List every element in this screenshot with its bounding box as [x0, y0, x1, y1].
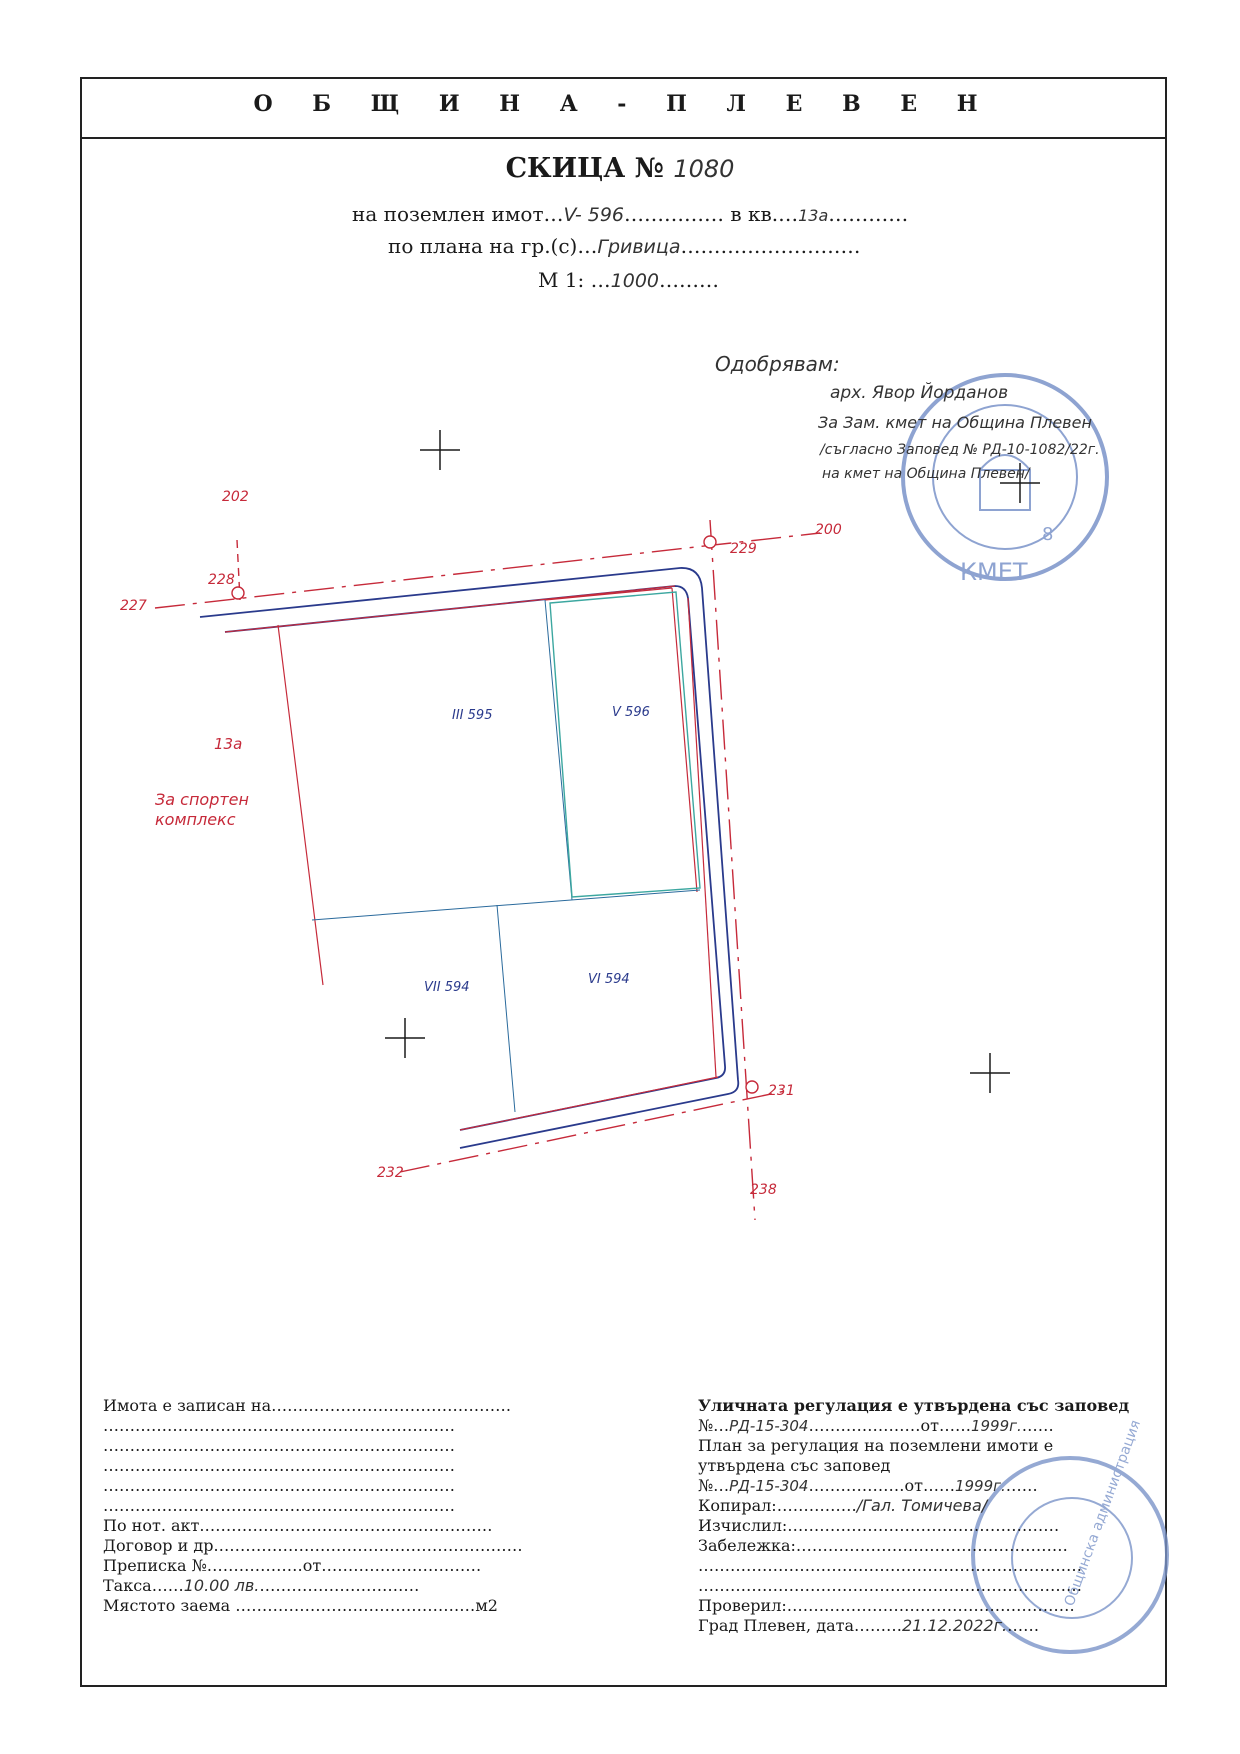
plan-label: по плана на гр.(с)	[388, 234, 578, 258]
plan-line: по плана на гр.(с)…Гривица………………………	[388, 234, 861, 258]
form-right: Уличната регулация е утвърдена със заповед №…РД-15-304…………………от……1999г.…… План за регулация на поземлени имоти е утвърдена със заповед №…РД-15-304………………от……1999г.…… Копирал:……………/Гал. Томичева/ Изчислил:…………………………………………… Забележка:…………………………………………… ……………………………………………………………… ……………………………………………………………… Проверил:……………………………………………… Град Плевен, дата………21.12.2022г.……	[698, 1396, 1130, 1635]
copied-label: Копирал:	[698, 1496, 777, 1515]
scale-value: 1000	[610, 270, 660, 292]
point-232: 232	[377, 1165, 404, 1181]
plan-value: Гривица	[597, 236, 681, 258]
approval-line-3: /съгласно Заповед № РД-10-1082/22г.	[820, 442, 1100, 458]
plan-reg-line-1: План за регулация на поземлени имоти е	[698, 1436, 1054, 1455]
order-no-2: РД-15-304	[729, 1477, 809, 1495]
street-reg-label: Уличната регулация е утвърдена със заповед	[698, 1396, 1130, 1415]
point-227: 227	[120, 598, 147, 614]
point-231: 231	[768, 1083, 795, 1099]
grid-crosses	[385, 430, 1040, 1093]
registered-to-label: Имота е записан на	[103, 1396, 272, 1415]
seal-digit: 8	[1042, 524, 1054, 545]
note-label: Забележка:	[698, 1536, 796, 1555]
city-date-label: Град Плевен, дата	[698, 1616, 854, 1635]
fee-label: Такса	[103, 1576, 152, 1595]
regulation-lines	[155, 520, 820, 1220]
lot-boundaries-red	[225, 586, 718, 1130]
checked-label: Проверил:	[698, 1596, 787, 1615]
street-boundary	[200, 568, 738, 1148]
point-238: 238	[750, 1182, 777, 1198]
sketch-title-prefix: СКИЦА №	[505, 153, 664, 184]
property-label: на поземлен имот	[352, 202, 544, 226]
lot-label-vii-594: VII 594	[424, 980, 470, 995]
sketch-number: 1080	[673, 155, 735, 183]
lot-v-outline	[550, 592, 700, 897]
calculated-label: Изчислил:	[698, 1516, 788, 1535]
scale-line: М 1: …1000………	[538, 268, 720, 292]
order-year-1: 1999г.	[970, 1417, 1022, 1435]
date-value: 21.12.2022г.	[902, 1616, 1008, 1635]
point-229: 229	[730, 541, 757, 557]
lot-label-vi-594: VI 594	[588, 972, 630, 987]
copied-value: /Гал. Томичева/	[856, 1496, 988, 1515]
seal-bottom-word: КМЕТ	[960, 558, 1028, 586]
approval-heading: Одобрявам:	[715, 352, 840, 376]
notary-act-label: По нот. акт.	[103, 1516, 205, 1535]
fee-value: 10.00 лв.	[183, 1576, 260, 1595]
purpose-note: За спортен комплекс	[155, 790, 249, 829]
approval-line-2: За Зам. кмет на Община Плевен	[818, 413, 1092, 432]
scale-label: М 1:	[538, 268, 585, 292]
point-200: 200	[815, 522, 842, 538]
contract-label: Договор и др.	[103, 1536, 219, 1555]
approval-line-1: арх. Явор Йорданов	[830, 383, 1009, 403]
lot-boundaries-blue	[312, 600, 700, 1112]
area-label: Мястото заема	[103, 1596, 231, 1615]
block-value: 13а	[798, 206, 829, 225]
point-228: 228	[208, 572, 235, 588]
lot-label-596: V 596	[612, 705, 650, 720]
order-year-2: 1999г.	[954, 1477, 1006, 1495]
point-202: 202	[222, 489, 249, 505]
municipality-header: О Б Щ И Н А - П Л Е В Е Н	[253, 91, 994, 117]
property-line: на поземлен имот…V- 596…………… в кв.…13а…………	[352, 202, 909, 226]
block-13a-label: 13а	[214, 735, 243, 753]
approval-line-4: на кмет на Община Плевен/	[822, 466, 1030, 482]
property-value: V- 596	[563, 204, 625, 226]
form-left: Имота е записан на……………………………………… ………………………………………………………… ………………………………………………………… ………………………………………………………… ………………………………………………………… ………………………………………………………… По нот. акт.……………………………………………… Договор и др.………………………………………………… Преписка №………………от………………………… Такса……10.00 лв.………………………… Мястото заема ………………………………………м2	[103, 1396, 523, 1615]
order-no-1: РД-15-304	[729, 1417, 809, 1435]
block-label: в кв.	[730, 202, 779, 226]
admin-seal-text: Общинска администрация	[1061, 1417, 1144, 1609]
lot-label-595: III 595	[452, 708, 493, 723]
transcript-label: Преписка №	[103, 1556, 207, 1575]
plan-reg-line-2: утвърдена със заповед	[698, 1456, 891, 1475]
